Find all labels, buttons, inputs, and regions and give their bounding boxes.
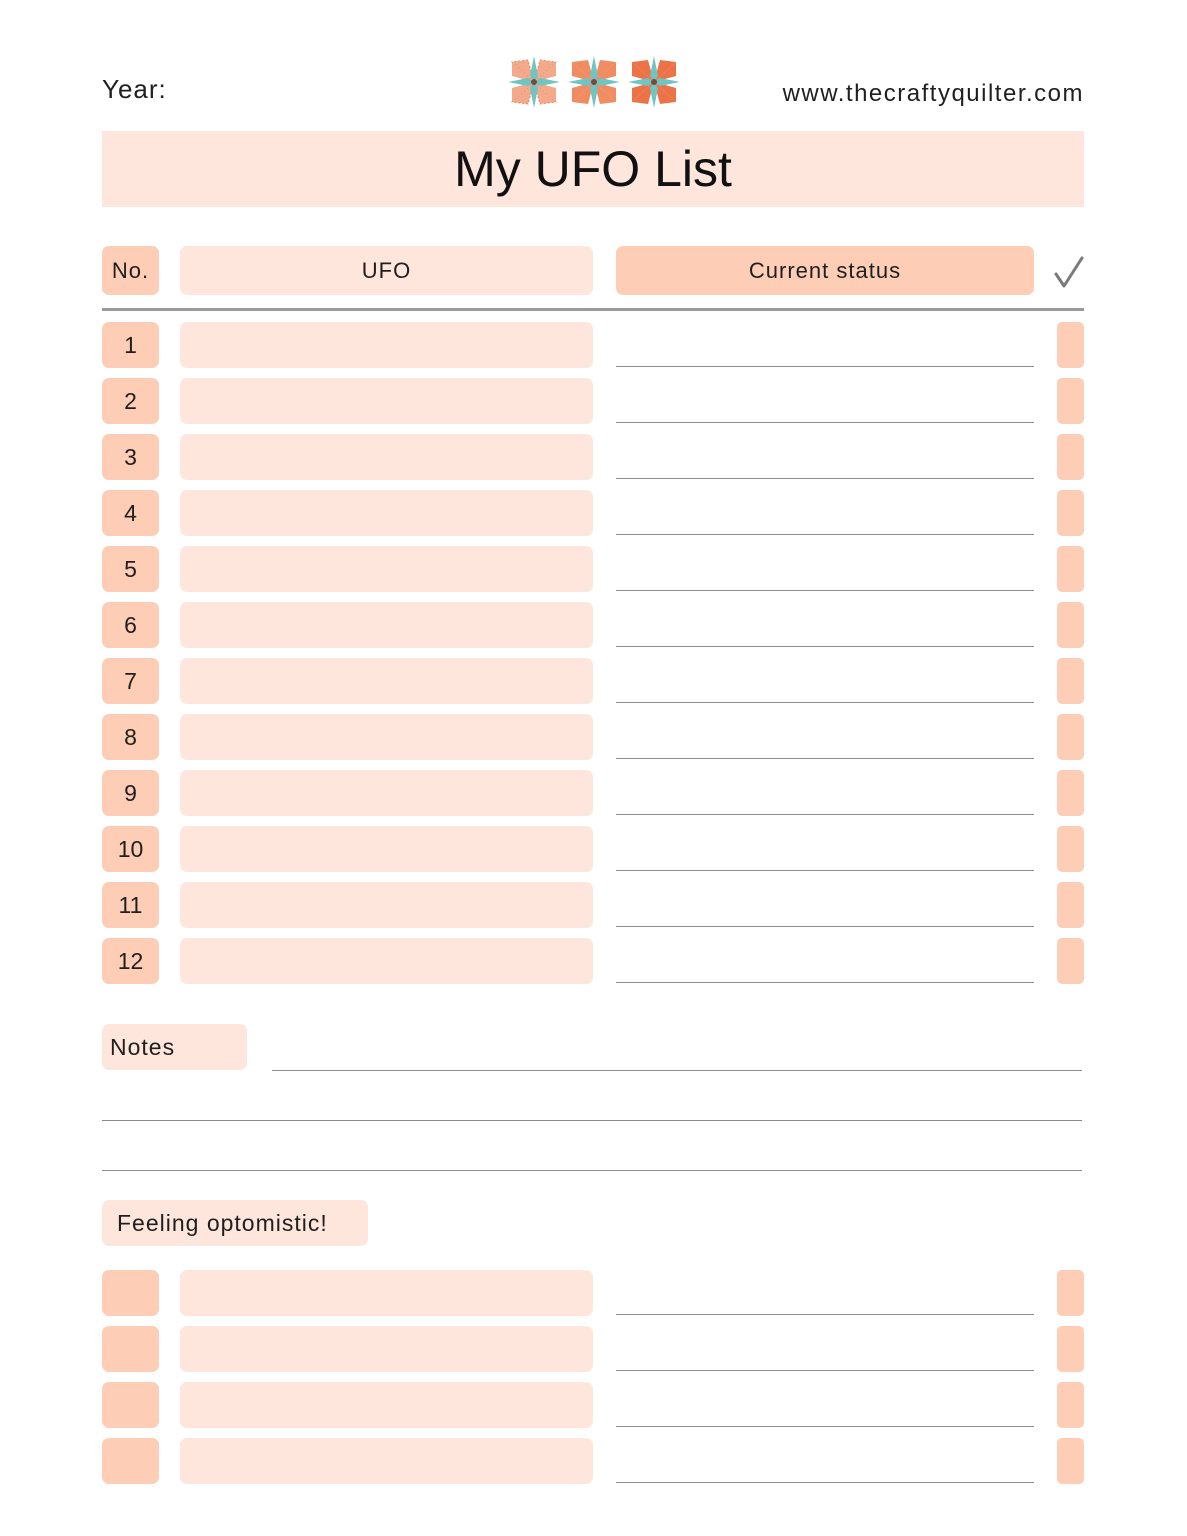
done-checkbox[interactable] [1057,490,1084,536]
row-number: 6 [102,602,159,648]
status-line[interactable] [616,646,1034,647]
done-checkbox[interactable] [1057,658,1084,704]
table-row [0,434,1187,490]
row-number [102,1270,159,1316]
row-number: 7 [102,658,159,704]
status-line[interactable] [616,478,1034,479]
header-divider [102,308,1084,311]
done-checkbox[interactable] [1057,826,1084,872]
table-row [0,1326,1187,1382]
status-line[interactable] [616,814,1034,815]
row-number: 11 [102,882,159,928]
table-row [0,714,1187,770]
table-row [0,826,1187,882]
ufo-field[interactable] [180,770,593,816]
ufo-field[interactable] [180,1382,593,1428]
row-number: 5 [102,546,159,592]
done-checkbox[interactable] [1057,1382,1084,1428]
done-checkbox[interactable] [1057,378,1084,424]
ufo-field[interactable] [180,378,593,424]
done-checkbox[interactable] [1057,938,1084,984]
status-line[interactable] [616,982,1034,983]
ufo-field[interactable] [180,826,593,872]
table-row [0,938,1187,994]
table-row [0,882,1187,938]
notes-line[interactable] [102,1120,1082,1121]
ufo-field[interactable] [180,434,593,480]
page-title: My UFO List [454,141,732,197]
column-header-no: No. [102,246,159,295]
optimistic-label: Feeling optomistic! [102,1200,368,1246]
status-line[interactable] [616,1314,1034,1315]
ufo-field[interactable] [180,602,593,648]
ufo-field[interactable] [180,1270,593,1316]
status-line[interactable] [616,366,1034,367]
status-line[interactable] [616,1482,1034,1483]
table-row [0,490,1187,546]
done-checkbox[interactable] [1057,1270,1084,1316]
done-checkbox[interactable] [1057,434,1084,480]
row-number [102,1326,159,1372]
status-line[interactable] [616,1426,1034,1427]
row-number: 4 [102,490,159,536]
done-checkbox[interactable] [1057,546,1084,592]
ufo-field[interactable] [180,938,593,984]
ufo-field[interactable] [180,1326,593,1372]
table-row [0,770,1187,826]
website-url: www.thecraftyquilter.com [782,80,1084,107]
table-row [0,1382,1187,1438]
table-row [0,546,1187,602]
optimistic-table [0,1270,1187,1494]
checkmark-icon [1052,252,1086,292]
status-line[interactable] [616,422,1034,423]
done-checkbox[interactable] [1057,602,1084,648]
ufo-field[interactable] [180,546,593,592]
row-number: 10 [102,826,159,872]
column-header-status: Current status [616,246,1034,295]
ufo-field[interactable] [180,882,593,928]
done-checkbox[interactable] [1057,1438,1084,1484]
row-number: 9 [102,770,159,816]
row-number: 2 [102,378,159,424]
ufo-field[interactable] [180,490,593,536]
table-row [0,1438,1187,1494]
row-number [102,1438,159,1484]
ufo-field[interactable] [180,1438,593,1484]
status-line[interactable] [616,1370,1034,1371]
done-checkbox[interactable] [1057,714,1084,760]
ufo-field[interactable] [180,322,593,368]
table-row [0,658,1187,714]
ufo-field[interactable] [180,658,593,704]
done-checkbox[interactable] [1057,322,1084,368]
row-number: 12 [102,938,159,984]
status-line[interactable] [616,534,1034,535]
ufo-table [0,322,1187,994]
table-row [0,378,1187,434]
table-row [0,322,1187,378]
title-band [102,131,1084,207]
status-line[interactable] [616,702,1034,703]
year-label: Year: [102,74,167,104]
status-line[interactable] [616,590,1034,591]
status-line[interactable] [616,870,1034,871]
row-number: 1 [102,322,159,368]
table-row [0,602,1187,658]
done-checkbox[interactable] [1057,1326,1084,1372]
row-number: 8 [102,714,159,760]
row-number: 3 [102,434,159,480]
table-row [0,1270,1187,1326]
notes-line[interactable] [102,1170,1082,1171]
status-line[interactable] [616,926,1034,927]
status-line[interactable] [616,758,1034,759]
notes-line[interactable] [272,1070,1082,1071]
quilt-flower-icon [507,55,681,109]
done-checkbox[interactable] [1057,882,1084,928]
ufo-field[interactable] [180,714,593,760]
column-header-ufo: UFO [180,246,593,295]
row-number [102,1382,159,1428]
notes-label: Notes [102,1024,247,1070]
done-checkbox[interactable] [1057,770,1084,816]
